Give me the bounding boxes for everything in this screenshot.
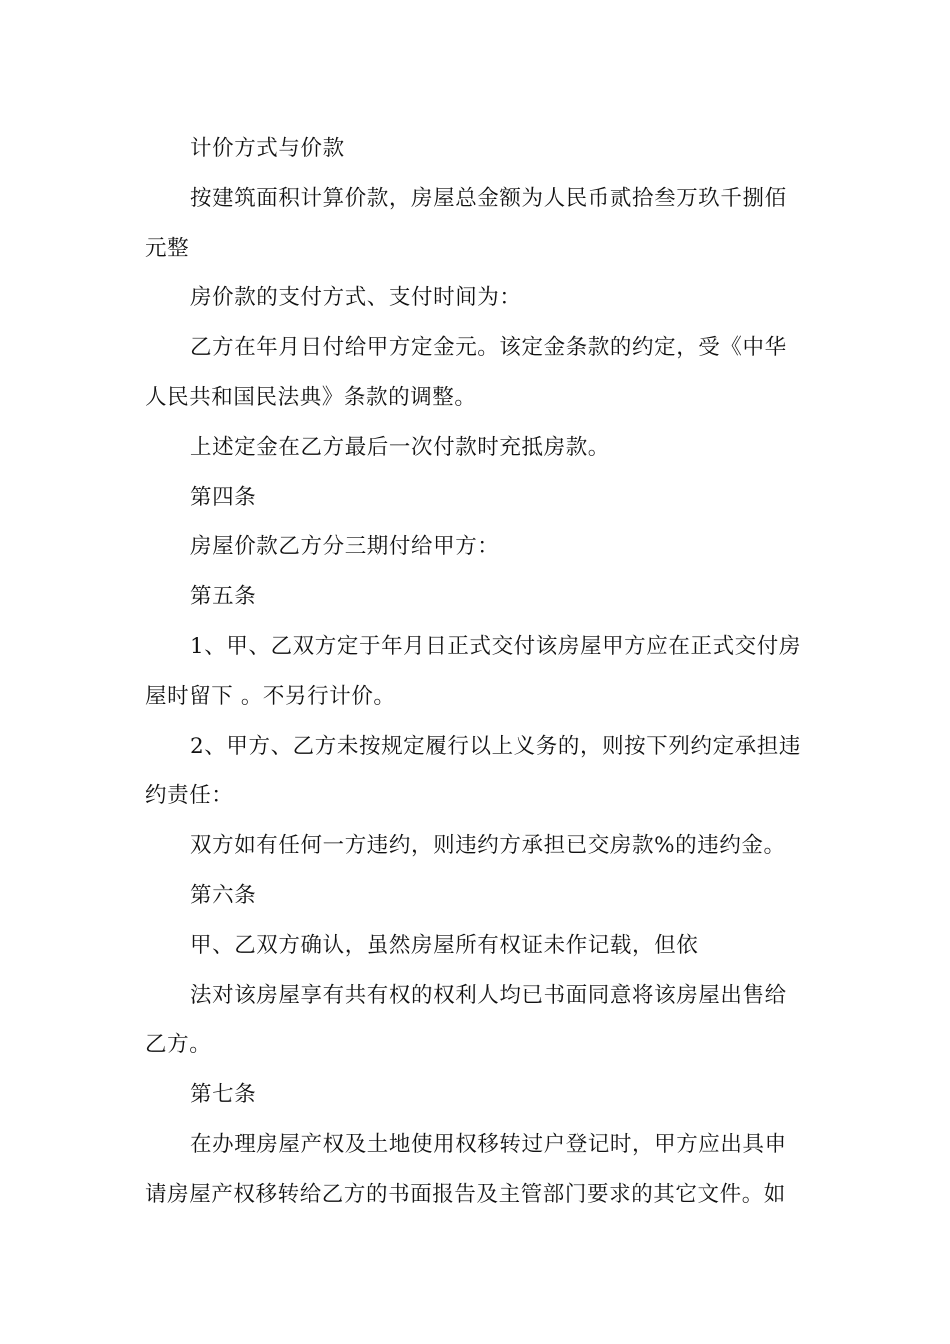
paragraph-installments: 房屋价款乙方分三期付给甲方：	[190, 534, 500, 560]
paragraph-deposit: 乙方在年月日付给甲方定金元。该定金条款的约定，受《中华人民共和国民法典》条款的调整。	[145, 335, 787, 410]
paragraph-co-owner-consent: 法对该房屋享有共有权的权利人均已书面同意将该房屋出售给乙方。	[145, 982, 787, 1058]
paragraph-penalty: 双方如有任何一方违约，则违约方承担已交房款%的违约金。	[190, 833, 786, 859]
article-heading-6: 第六条	[190, 882, 257, 908]
article-heading-7: 第七条	[190, 1082, 257, 1108]
article-heading-5: 第五条	[190, 584, 257, 610]
paragraph-deposit-offset: 上述定金在乙方最后一次付款时充抵房款。	[190, 434, 610, 460]
paragraph-liability: 2、甲方、乙方未按规定履行以上义务的，则按下列约定承担违约责任：	[145, 733, 801, 809]
article-heading-4: 第四条	[190, 484, 257, 510]
paragraph-total-price: 按建筑面积计算价款，房屋总金额为人民币贰拾叁万玖千捌佰元整	[145, 185, 787, 261]
paragraph-payment-method: 房价款的支付方式、支付时间为：	[190, 285, 522, 311]
paragraph-transfer-registration: 在办理房屋产权及土地使用权移转过户登记时，甲方应出具申请房屋产权移转给乙方的书面报告及主管部门要求的其它文件。如	[145, 1131, 787, 1207]
paragraph-confirmation: 甲、乙双方确认，虽然房屋所有权证未作记载，但依	[190, 932, 699, 958]
paragraph-delivery: 1、甲、乙双方定于年月日正式交付该房屋甲方应在正式交付房屋时留下 。不另行计价。	[145, 633, 801, 709]
section-heading-pricing: 计价方式与价款	[190, 136, 345, 161]
document-body	[145, 124, 805, 1220]
